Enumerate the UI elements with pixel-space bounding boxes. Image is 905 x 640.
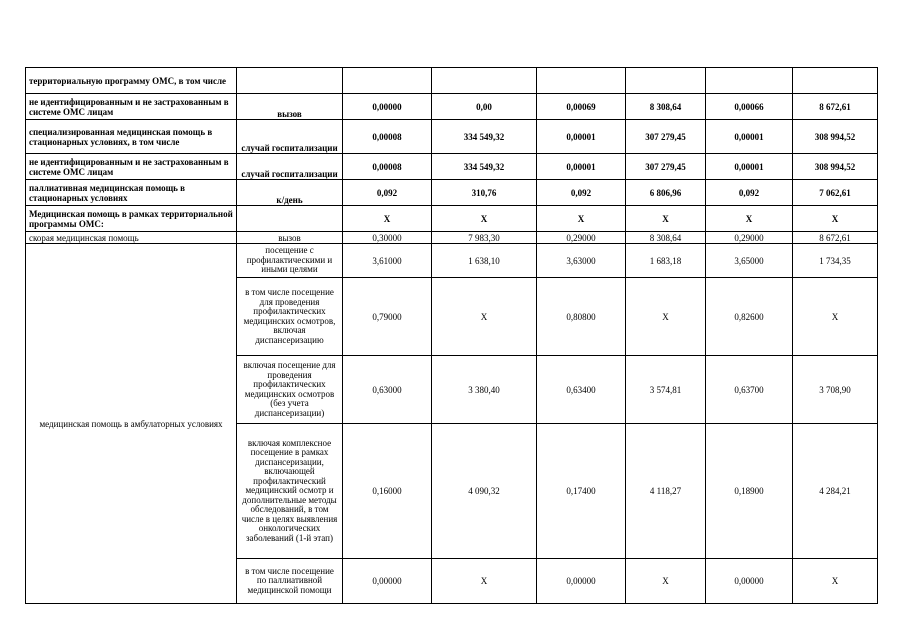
row-value: 1 683,18 (626, 244, 706, 278)
row-value: 0,092 (706, 180, 793, 206)
row-value: 0,16000 (343, 424, 432, 559)
row-value: 4 118,27 (626, 424, 706, 559)
row-value: 0,00001 (537, 154, 626, 180)
row-value: 1 638,10 (432, 244, 537, 278)
row-value: 0,00000 (343, 559, 432, 604)
row-unit: вызов (237, 94, 343, 120)
row-unit (237, 206, 343, 232)
table-row (26, 94, 878, 120)
row-value: 0,79000 (343, 278, 432, 356)
row-value: 308 994,52 (793, 120, 878, 154)
row-value: 0,17400 (537, 424, 626, 559)
row-value: X (793, 278, 878, 356)
row-name: территориальную программу ОМС, в том числе (26, 68, 237, 94)
row-name: Медицинская помощь в рамках территориальной программы ОМС: (26, 206, 237, 232)
table-row (26, 68, 878, 94)
row-value: 8 672,61 (793, 94, 878, 120)
row-value: 8 672,61 (793, 232, 878, 244)
row-name: не идентифицированным и не застрахованным в системе ОМС лицам (26, 154, 237, 180)
row-unit: посещение с профилактическими и иными целями (237, 244, 343, 278)
row-value: 4 284,21 (793, 424, 878, 559)
table-row (26, 180, 878, 206)
row-unit: случай госпитализации (237, 120, 343, 154)
row-value: 310,76 (432, 180, 537, 206)
row-name: не идентифицированным и не застрахованным в системе ОМС лицам (26, 94, 237, 120)
row-unit: в том числе посещение по паллиативной медицинской помощи (237, 559, 343, 604)
row-unit (237, 68, 343, 94)
row-value (432, 68, 537, 94)
row-value: 0,00 (432, 94, 537, 120)
row-value (537, 68, 626, 94)
row-value: 0,092 (343, 180, 432, 206)
row-value: 0,82600 (706, 278, 793, 356)
row-name: скорая медицинская помощь (26, 232, 237, 244)
table-row (26, 244, 878, 278)
row-value: 0,092 (537, 180, 626, 206)
row-value: 0,00008 (343, 120, 432, 154)
row-name: паллиативная медицинская помощь в стационарных условиях (26, 180, 237, 206)
row-value: 0,00001 (706, 120, 793, 154)
row-value: 1 734,35 (793, 244, 878, 278)
row-value: 307 279,45 (626, 120, 706, 154)
row-value: 8 308,64 (626, 94, 706, 120)
row-value: X (432, 206, 537, 232)
row-value: 6 806,96 (626, 180, 706, 206)
row-value: 0,00000 (537, 559, 626, 604)
row-value (343, 68, 432, 94)
row-value: X (432, 278, 537, 356)
row-value: 0,63000 (343, 356, 432, 424)
ambulatory-care-name: медицинская помощь в амбулаторных условиях (26, 244, 237, 604)
row-value: 4 090,32 (432, 424, 537, 559)
row-name: специализированная медицинская помощь в стационарных условиях, в том числе (26, 120, 237, 154)
financing-table (25, 67, 878, 604)
table-row (26, 154, 878, 180)
row-value: 0,30000 (343, 232, 432, 244)
row-value: 3 708,90 (793, 356, 878, 424)
row-value: X (626, 206, 706, 232)
row-value: 0,00008 (343, 154, 432, 180)
row-value: X (432, 559, 537, 604)
row-value: 0,00069 (537, 94, 626, 120)
row-value: 0,63700 (706, 356, 793, 424)
row-value: 334 549,32 (432, 154, 537, 180)
row-value (626, 68, 706, 94)
row-value: X (793, 559, 878, 604)
row-unit: в том числе посещение для проведения профилактических медицинских осмотров, включая диспансеризацию (237, 278, 343, 356)
row-value: X (626, 278, 706, 356)
row-value: 0,00066 (706, 94, 793, 120)
row-value: X (343, 206, 432, 232)
row-value: 3 380,40 (432, 356, 537, 424)
table-row (26, 206, 878, 232)
row-value: 3,65000 (706, 244, 793, 278)
row-value: 334 549,32 (432, 120, 537, 154)
row-value: 0,18900 (706, 424, 793, 559)
row-unit: случай госпитализации (237, 154, 343, 180)
row-value: X (537, 206, 626, 232)
row-value: 8 308,64 (626, 232, 706, 244)
row-value: X (626, 559, 706, 604)
row-value: 0,00001 (706, 154, 793, 180)
table-row (26, 120, 878, 154)
row-value: 3,63000 (537, 244, 626, 278)
row-value: 308 994,52 (793, 154, 878, 180)
row-value: 0,29000 (537, 232, 626, 244)
row-value: X (793, 206, 878, 232)
row-value: 0,29000 (706, 232, 793, 244)
row-value (706, 68, 793, 94)
row-value: 3,61000 (343, 244, 432, 278)
row-value (793, 68, 878, 94)
row-value: X (706, 206, 793, 232)
row-value: 0,80800 (537, 278, 626, 356)
row-unit: вызов (237, 232, 343, 244)
row-value: 0,63400 (537, 356, 626, 424)
row-value: 7 062,61 (793, 180, 878, 206)
row-unit: к/день (237, 180, 343, 206)
row-unit: включая комплексное посещение в рамках диспансеризации, включающей профилактический медицинский осмотр и дополнительные методы обследований, в том числе в целях выявления онкологических заболеваний (1-й этап) (237, 424, 343, 559)
row-value: 7 983,30 (432, 232, 537, 244)
row-value: 0,00000 (706, 559, 793, 604)
row-value: 3 574,81 (626, 356, 706, 424)
row-value: 0,00001 (537, 120, 626, 154)
table-row (26, 232, 878, 244)
row-unit: включая посещение для проведения профилактических медицинских осмотров (без учета диспансеризации) (237, 356, 343, 424)
row-value: 0,00000 (343, 94, 432, 120)
row-value: 307 279,45 (626, 154, 706, 180)
